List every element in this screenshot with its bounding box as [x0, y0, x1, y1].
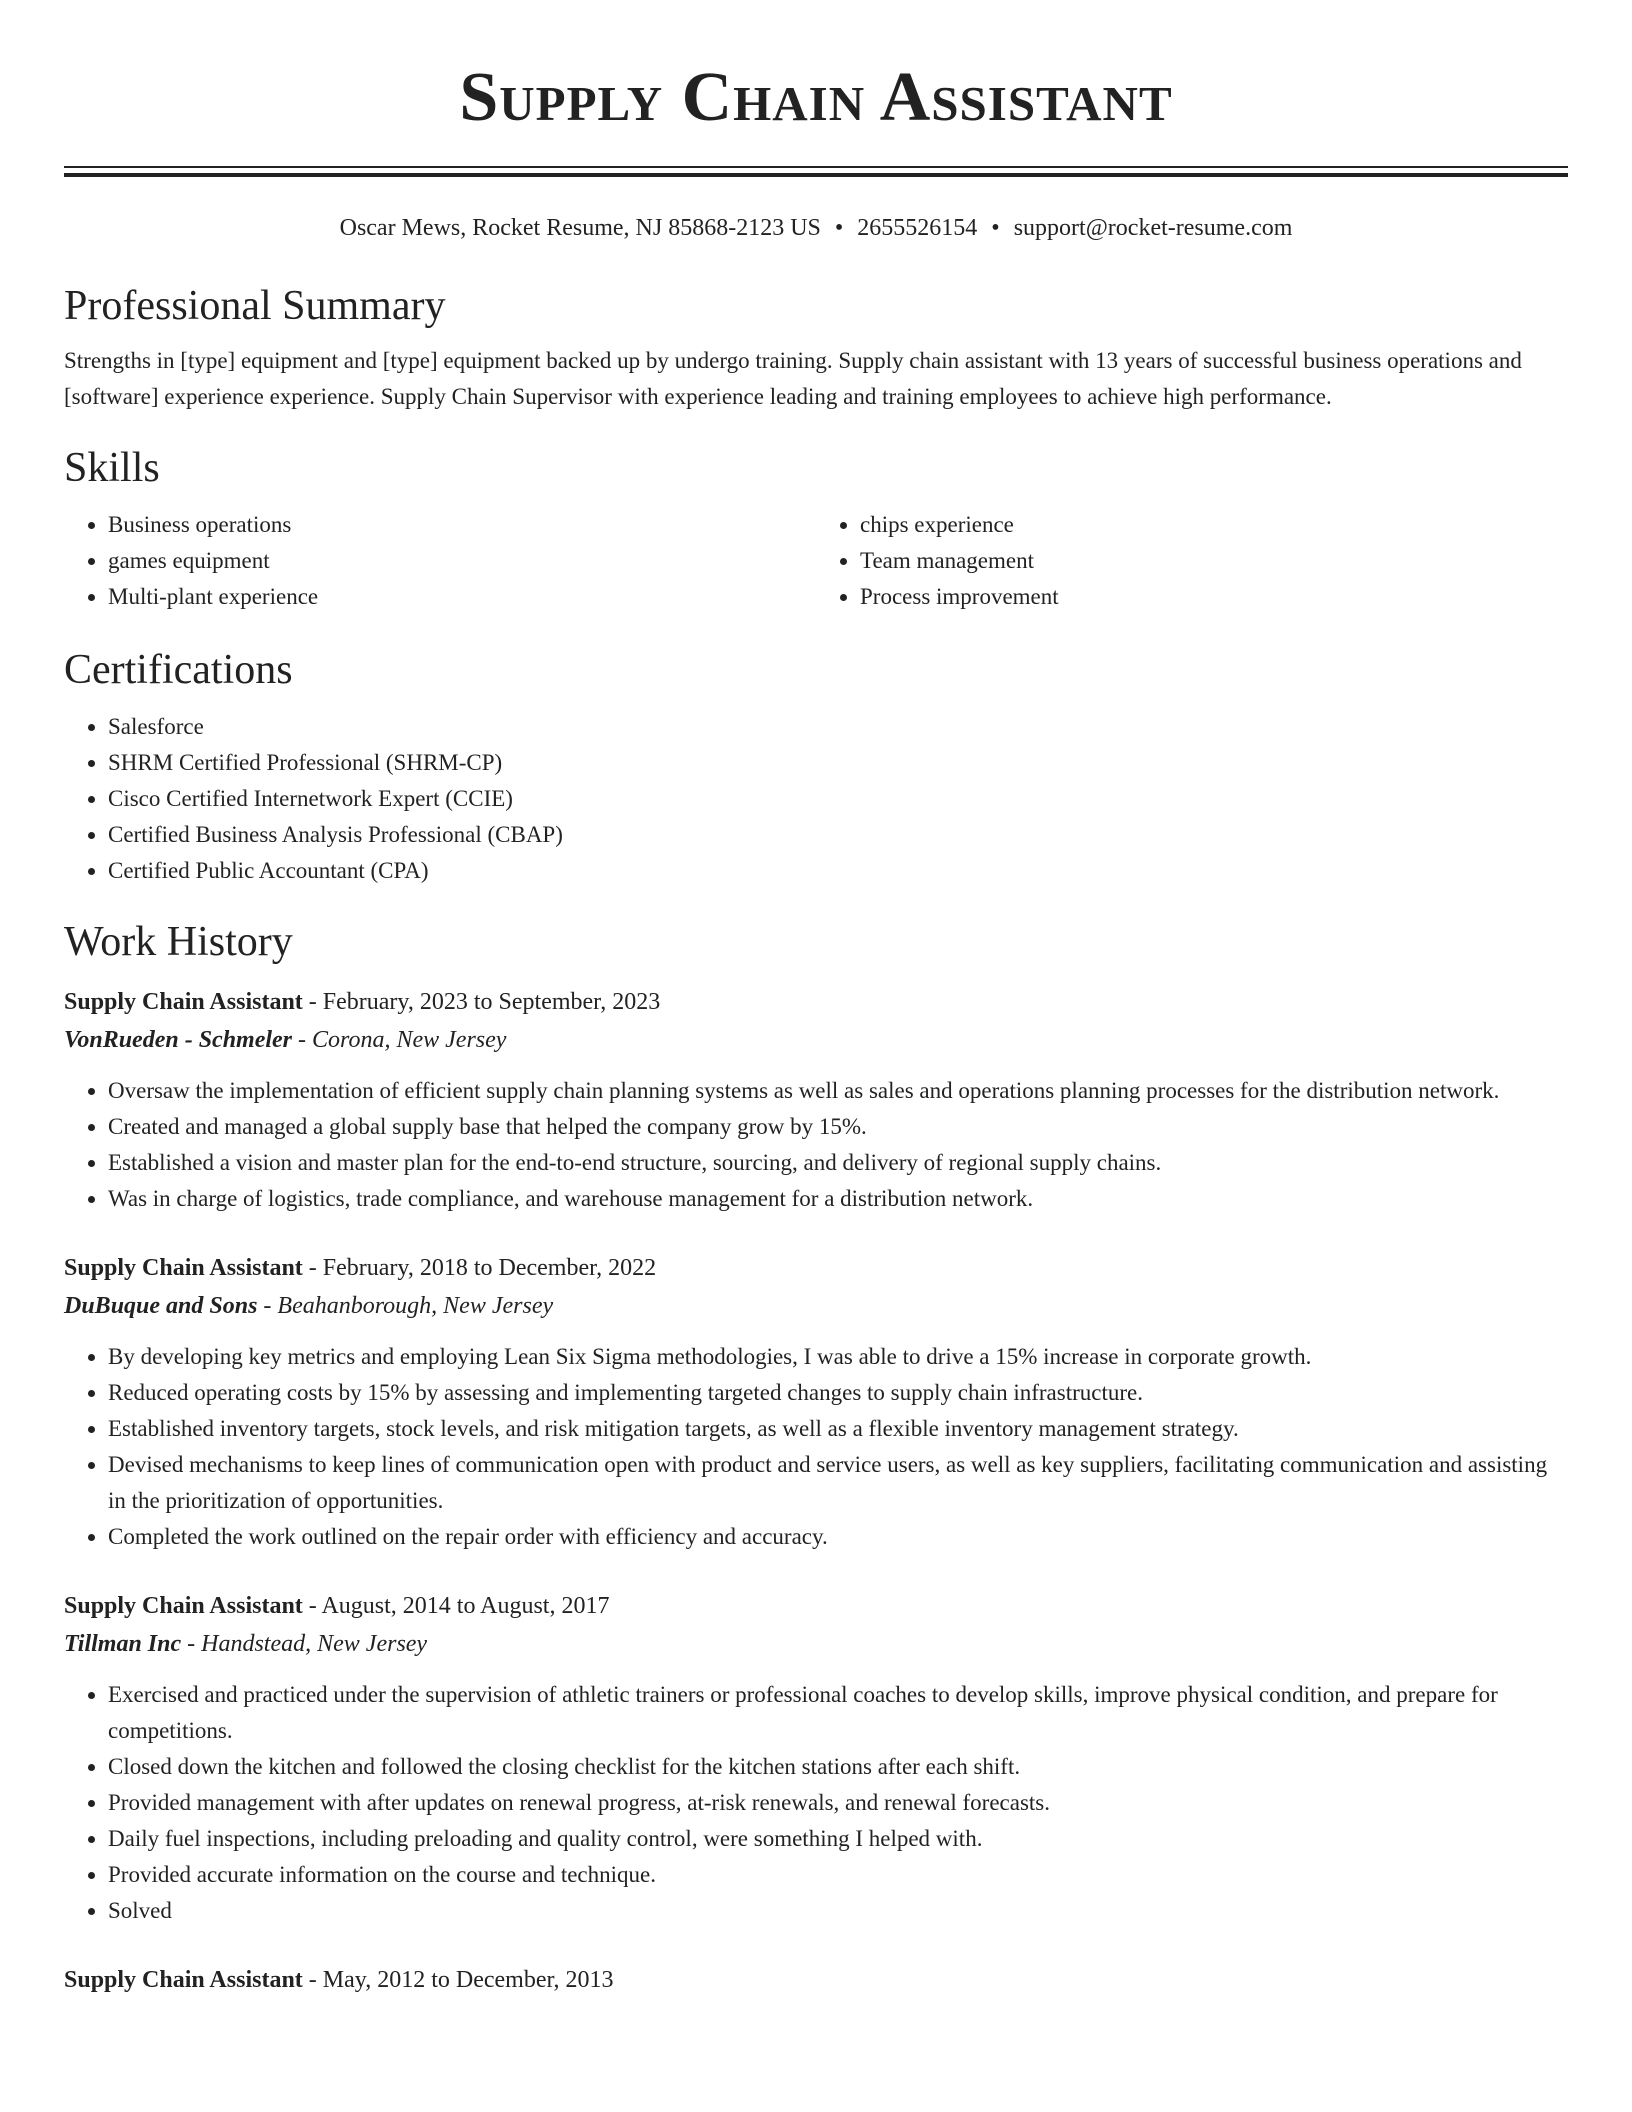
job-entry [64, 983, 1568, 1217]
job-title-line [64, 1961, 1568, 1999]
contact-email: support@rocket-resume.com [1013, 215, 1293, 241]
job-title: Supply Chain Assistant [64, 989, 303, 1015]
job-bullet: • Was in charge of logistics, trade compliance, and warehouse management for a distribution network. [108, 1181, 1568, 1217]
contact-separator: • [991, 215, 1000, 241]
contact-address: Oscar Mews, Rocket Resume, NJ 85868-2123 US [339, 215, 821, 241]
title-rule-thick [64, 173, 1568, 177]
job-bullets [64, 1339, 1568, 1555]
job-bullet: • Established a vision and master plan for the end-to-end structure, sourcing, and delivery of regional supply chains. [108, 1145, 1568, 1181]
skills-columns [64, 507, 1568, 615]
job-bullet: • Reduced operating costs by 15% by assessing and implementing targeted changes to supply chain infrastructure. [108, 1375, 1568, 1411]
job-location: - Handstead, New Jersey [181, 1631, 428, 1657]
contact-line [64, 213, 1568, 243]
job-bullet: • Created and managed a global supply base that helped the company grow by 15%. [108, 1109, 1568, 1145]
certification-item: • SHRM Certified Professional (SHRM-CP) [108, 745, 1568, 781]
skills-heading: Skills [64, 445, 160, 491]
resume-page [64, 0, 1568, 1999]
job-bullets [64, 1073, 1568, 1217]
resume-title: Supply Chain Assistant [459, 59, 1173, 136]
summary-text: Strengths in [type] equipment and [type] equipment backed up by undergo training. Supply chain assistant with 13 years of successful business operations and [software] experience experience. Supply Chain Supervisor with experience leading and training employees to achieve high performance. [64, 348, 1522, 409]
job-bullet: • Daily fuel inspections, including preloading and quality control, were something I helped with. [108, 1821, 1568, 1857]
job-title-line [64, 1587, 1568, 1625]
job-entry [64, 1587, 1568, 1929]
job-location: - Corona, New Jersey [292, 1027, 507, 1053]
job-company-line [64, 1625, 1568, 1663]
job-bullets [64, 1677, 1568, 1929]
job-bullet: • Solved [108, 1893, 1568, 1929]
job-title: Supply Chain Assistant [64, 1967, 303, 1993]
work-history-heading: Work History [64, 919, 293, 965]
job-bullet: • Completed the work outlined on the repair order with efficiency and accuracy. [108, 1519, 1568, 1555]
job-entry [64, 1249, 1568, 1555]
certification-item: • Cisco Certified Internetwork Expert (CCIE) [108, 781, 1568, 817]
job-title-line [64, 983, 1568, 1021]
skill-item: • games equipment [108, 543, 816, 579]
skill-item: • Team management [860, 543, 1568, 579]
certification-item: • Salesforce [108, 709, 1568, 745]
skill-item: • chips experience [860, 507, 1568, 543]
certification-item: • Certified Public Accountant (CPA) [108, 853, 1568, 889]
job-dates: - February, 2018 to December, 2022 [302, 1255, 657, 1281]
job-bullet: • Oversaw the implementation of efficient supply chain planning systems as well as sales and operations planning processes for the distribution network. [108, 1073, 1568, 1109]
summary-heading: Professional Summary [64, 283, 446, 329]
job-company: DuBuque and Sons [64, 1293, 258, 1319]
job-bullet: • Exercised and practiced under the supervision of athletic trainers or professional coaches to develop skills, improve physical condition, and prepare for competitions. [108, 1677, 1568, 1749]
job-bullet: • Devised mechanisms to keep lines of communication open with product and service users, as well as key suppliers, facilitating communication and assisting in the prioritization of opportunities. [108, 1447, 1568, 1519]
title-rule-thin [64, 166, 1568, 168]
skill-item: • Multi-plant experience [108, 579, 816, 615]
skills-list-left [64, 507, 816, 615]
job-bullet: • Closed down the kitchen and followed the closing checklist for the kitchen stations after each shift. [108, 1749, 1568, 1785]
contact-separator: • [834, 215, 844, 241]
job-bullet: • Provided management with after updates on renewal progress, at-risk renewals, and renewal forecasts. [108, 1785, 1568, 1821]
job-company: Tillman Inc [64, 1631, 182, 1657]
skills-list-right [816, 507, 1568, 615]
job-company: VonRueden - Schmeler [64, 1027, 293, 1053]
skill-item: • Process improvement [860, 579, 1568, 615]
certification-item: • Certified Business Analysis Professional (CBAP) [108, 817, 1568, 853]
job-bullet: • By developing key metrics and employing Lean Six Sigma methodologies, I was able to drive a 15% increase in corporate growth. [108, 1339, 1568, 1375]
job-title: Supply Chain Assistant [64, 1255, 303, 1281]
certifications-list [64, 709, 1568, 889]
job-entry [64, 1961, 1568, 1999]
certifications-heading: Certifications [64, 647, 293, 693]
job-title-line [64, 1249, 1568, 1287]
job-company-line [64, 1287, 1568, 1325]
job-company-line [64, 1021, 1568, 1059]
job-bullet: • Established inventory targets, stock levels, and risk mitigation targets, as well as a flexible inventory management strategy. [108, 1411, 1568, 1447]
skill-item: • Business operations [108, 507, 816, 543]
job-dates: - August, 2014 to August, 2017 [302, 1593, 610, 1619]
job-bullet: • Provided accurate information on the course and technique. [108, 1857, 1568, 1893]
job-dates: - February, 2023 to September, 2023 [302, 989, 661, 1015]
job-title: Supply Chain Assistant [64, 1593, 303, 1619]
job-location: - Beahanborough, New Jersey [257, 1293, 554, 1319]
contact-phone: 2655526154 [857, 215, 978, 241]
job-dates: - May, 2012 to December, 2013 [302, 1967, 614, 1993]
